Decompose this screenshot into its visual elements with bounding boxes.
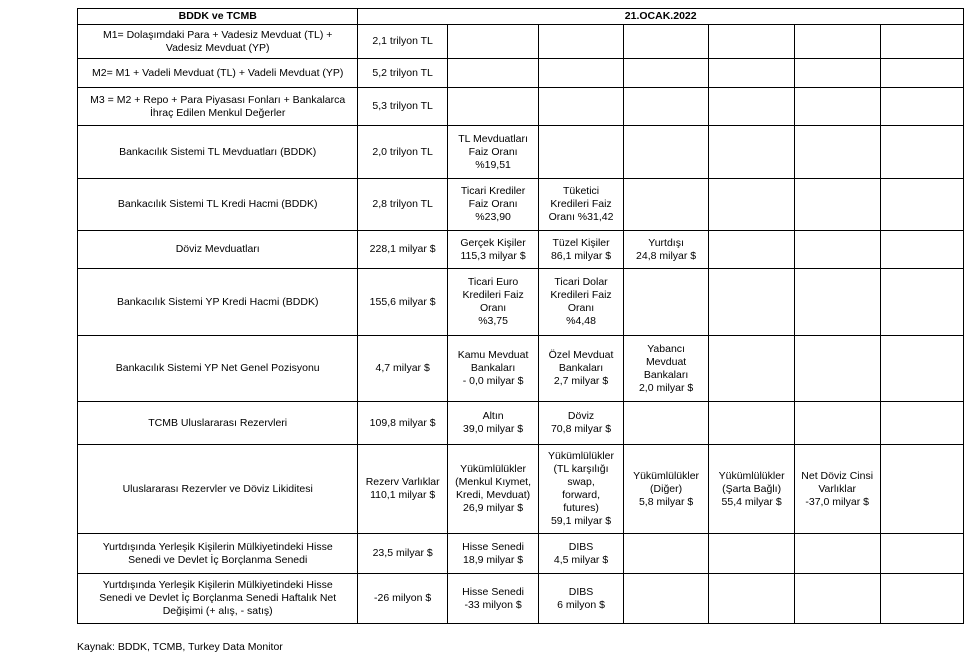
row-cell: Yükümlülükler (Menkul Kıymet, Kredi, Mevduat) 26,9 milyar $ (447, 445, 538, 534)
row-cell: Döviz 70,8 milyar $ (539, 402, 624, 445)
row-cell (539, 59, 624, 88)
row-label: M1= Dolaşımdaki Para + Vadesiz Mevduat (TL) + Vadesiz Mevduat (YP) (78, 25, 358, 59)
row-value: 23,5 milyar $ (358, 534, 448, 574)
row-cell: DIBS 4,5 milyar $ (539, 534, 624, 574)
row-cell (539, 25, 624, 59)
row-cell (794, 574, 880, 624)
row-cell: Yurtdışı 24,8 milyar $ (623, 231, 709, 269)
row-label: Uluslararası Rezervler ve Döviz Likiditesi (78, 445, 358, 534)
row-value: 2,0 trilyon TL (358, 126, 448, 179)
row-cell (880, 269, 964, 336)
row-cell (709, 269, 795, 336)
row-cell: Net Döviz Cinsi Varlıklar -37,0 milyar $ (794, 445, 880, 534)
row-cell (709, 88, 795, 126)
table-row (78, 59, 964, 88)
row-cell (623, 269, 709, 336)
header-row (78, 9, 964, 25)
row-cell (880, 179, 964, 231)
row-cell (794, 269, 880, 336)
row-cell (794, 25, 880, 59)
header-date: 21.OCAK.2022 (358, 9, 964, 25)
row-cell: Altın 39,0 milyar $ (447, 402, 538, 445)
row-cell (709, 179, 795, 231)
row-cell: Ticari Krediler Faiz Oranı %23,90 (447, 179, 538, 231)
table-row (78, 88, 964, 126)
row-cell (447, 25, 538, 59)
row-value: 109,8 milyar $ (358, 402, 448, 445)
table-row (78, 231, 964, 269)
row-cell (623, 59, 709, 88)
row-label: M2= M1 + Vadeli Mevduat (TL) + Vadeli Mevduat (YP) (78, 59, 358, 88)
row-label: TCMB Uluslararası Rezervleri (78, 402, 358, 445)
row-cell (447, 59, 538, 88)
row-cell: Ticari Dolar Kredileri Faiz Oranı %4,48 (539, 269, 624, 336)
row-cell: DIBS 6 milyon $ (539, 574, 624, 624)
row-cell (880, 126, 964, 179)
row-cell (623, 25, 709, 59)
row-value: 4,7 milyar $ (358, 336, 448, 402)
data-table-container (77, 8, 964, 624)
row-cell (623, 402, 709, 445)
row-cell (709, 59, 795, 88)
bddk-tcmb-table (77, 8, 964, 624)
row-cell (794, 59, 880, 88)
row-value: 228,1 milyar $ (358, 231, 448, 269)
row-cell (794, 179, 880, 231)
row-cell (794, 231, 880, 269)
row-label: Bankacılık Sistemi YP Kredi Hacmi (BDDK) (78, 269, 358, 336)
row-value: 2,8 trilyon TL (358, 179, 448, 231)
row-cell (709, 231, 795, 269)
header-source-label: BDDK ve TCMB (78, 9, 358, 25)
row-label: Bankacılık Sistemi TL Kredi Hacmi (BDDK) (78, 179, 358, 231)
row-cell (709, 126, 795, 179)
row-cell (623, 179, 709, 231)
row-cell: Hisse Senedi 18,9 milyar $ (447, 534, 538, 574)
table-row (78, 402, 964, 445)
row-cell: Ticari Euro Kredileri Faiz Oranı %3,75 (447, 269, 538, 336)
table-row (78, 126, 964, 179)
row-cell: Tüketici Kredileri Faiz Oranı %31,42 (539, 179, 624, 231)
row-cell: Yükümlülükler (Şarta Bağlı) 55,4 milyar $ (709, 445, 795, 534)
row-cell (880, 231, 964, 269)
row-cell (880, 574, 964, 624)
row-cell: TL Mevduatları Faiz Oranı %19,51 (447, 126, 538, 179)
table-row (78, 25, 964, 59)
row-cell: Hisse Senedi -33 milyon $ (447, 574, 538, 624)
table-row (78, 534, 964, 574)
row-cell: Kamu Mevduat Bankaları - 0,0 milyar $ (447, 336, 538, 402)
row-label: Bankacılık Sistemi TL Mevduatları (BDDK) (78, 126, 358, 179)
row-cell: Tüzel Kişiler 86,1 milyar $ (539, 231, 624, 269)
row-value: 2,1 trilyon TL (358, 25, 448, 59)
table-row (78, 336, 964, 402)
row-cell: Özel Mevduat Bankaları 2,7 milyar $ (539, 336, 624, 402)
row-value: 5,3 trilyon TL (358, 88, 448, 126)
row-cell (623, 88, 709, 126)
row-cell (539, 126, 624, 179)
row-cell (880, 25, 964, 59)
source-note: Kaynak: BDDK, TCMB, Turkey Data Monitor (77, 641, 283, 653)
row-cell: Yükümlülükler (TL karşılığı swap, forward, futures) 59,1 milyar $ (539, 445, 624, 534)
row-cell (794, 534, 880, 574)
row-label: Yurtdışında Yerleşik Kişilerin Mülkiyetindeki Hisse Senedi ve Devlet İç Borçlanma Senedi (78, 534, 358, 574)
row-cell: Yabancı Mevduat Bankaları 2,0 milyar $ (623, 336, 709, 402)
table-row (78, 269, 964, 336)
row-cell (447, 88, 538, 126)
row-cell (880, 88, 964, 126)
row-cell (794, 402, 880, 445)
row-cell: Gerçek Kişiler 115,3 milyar $ (447, 231, 538, 269)
row-cell (709, 25, 795, 59)
row-label: Bankacılık Sistemi YP Net Genel Pozisyonu (78, 336, 358, 402)
table-row (78, 445, 964, 534)
row-value: 155,6 milyar $ (358, 269, 448, 336)
row-cell (709, 574, 795, 624)
row-cell (794, 88, 880, 126)
row-cell (709, 336, 795, 402)
row-label: M3 = M2 + Repo + Para Piyasası Fonları + Bankalarca İhraç Edilen Menkul Değerler (78, 88, 358, 126)
row-cell (539, 88, 624, 126)
row-value: 5,2 trilyon TL (358, 59, 448, 88)
row-label: Yurtdışında Yerleşik Kişilerin Mülkiyetindeki Hisse Senedi ve Devlet İç Borçlanma Senedi Haftalık Net Değişimi (+ alış, - satış) (78, 574, 358, 624)
row-value: Rezerv Varlıklar 110,1 milyar $ (358, 445, 448, 534)
table-row (78, 574, 964, 624)
row-cell (880, 534, 964, 574)
row-cell (623, 126, 709, 179)
row-cell (709, 402, 795, 445)
row-cell (794, 336, 880, 402)
row-cell (880, 336, 964, 402)
row-cell (880, 402, 964, 445)
table-row (78, 179, 964, 231)
row-cell (623, 534, 709, 574)
row-cell (880, 445, 964, 534)
row-label: Döviz Mevduatları (78, 231, 358, 269)
row-cell (623, 574, 709, 624)
row-value: -26 milyon $ (358, 574, 448, 624)
row-cell (880, 59, 964, 88)
row-cell (794, 126, 880, 179)
row-cell (709, 534, 795, 574)
row-cell: Yükümlülükler (Diğer) 5,8 milyar $ (623, 445, 709, 534)
